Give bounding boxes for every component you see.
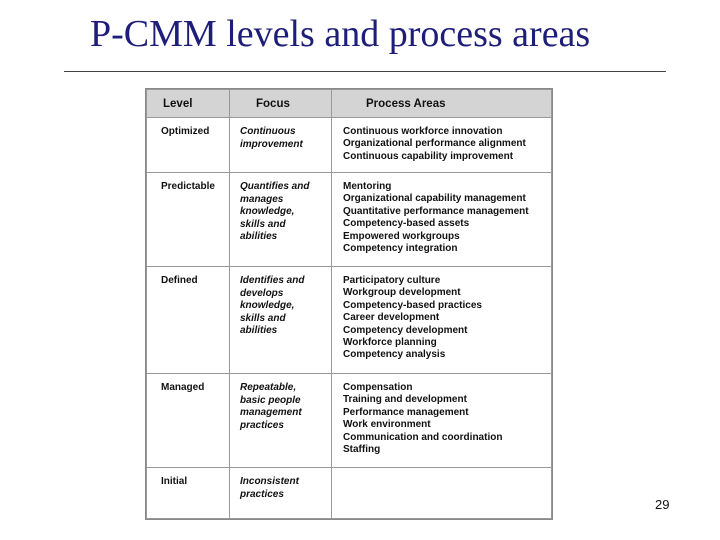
focus-line: abilities: [240, 231, 278, 242]
process-area-item: Performance management: [343, 406, 469, 418]
level-cell: Defined: [147, 267, 230, 374]
title-divider: [64, 71, 666, 72]
process-area-item: Compensation: [343, 382, 413, 393]
table-header-row: [147, 90, 552, 118]
focus-line: management: [240, 407, 302, 418]
slide-title: P-CMM levels and process areas: [90, 13, 591, 55]
table-row: [147, 468, 552, 519]
process-area-item: Workgroup development: [343, 287, 461, 299]
header-process-areas: Process Areas: [332, 90, 552, 118]
level-cell: Optimized: [147, 118, 230, 173]
focus-line: Inconsistent: [240, 476, 299, 487]
focus-line: skills and: [240, 218, 286, 230]
process-area-item: Workforce planning: [343, 337, 437, 349]
level-cell: Managed: [147, 374, 230, 468]
focus-line: Identifies and: [240, 275, 305, 286]
process-area-item: Mentoring: [343, 181, 392, 192]
process-area-item: Staffing: [343, 444, 381, 456]
process-areas-cell: [332, 118, 552, 173]
focus-line: abilities: [240, 325, 278, 336]
table-row: [147, 374, 552, 468]
table-row: [147, 173, 552, 267]
focus-cell: [230, 468, 332, 519]
process-area-item: Communication and coordination: [343, 431, 503, 443]
process-area-item: Work environment: [343, 419, 431, 431]
process-area-item: Participatory culture: [343, 275, 441, 286]
focus-line: Repeatable,: [240, 382, 297, 393]
header-level: Level: [147, 90, 230, 118]
focus-cell: [230, 267, 332, 374]
process-area-item: Competency analysis: [343, 349, 446, 361]
level-cell: Initial: [147, 468, 230, 519]
process-area-item: Empowered workgroups: [343, 230, 460, 242]
process-area-item: Competency-based practices: [343, 299, 482, 311]
process-areas-cell: [332, 468, 552, 519]
focus-line: Continuous: [240, 126, 296, 137]
focus-line: practices: [240, 488, 284, 500]
focus-line: develops: [240, 287, 284, 299]
header-focus: Focus: [230, 90, 332, 118]
process-area-item: Organizational performance alignment: [343, 138, 526, 150]
table-row: [147, 267, 552, 374]
level-cell: Predictable: [147, 173, 230, 267]
focus-line: improvement: [240, 138, 303, 150]
process-areas-cell: [332, 374, 552, 468]
process-areas-cell: [332, 173, 552, 267]
focus-line: knowledge,: [240, 300, 295, 311]
focus-cell: [230, 173, 332, 267]
process-area-item: Organizational capability management: [343, 193, 526, 205]
process-area-item: Competency integration: [343, 243, 458, 255]
pcmm-table: [146, 89, 552, 519]
process-area-item: Competency-based assets: [343, 218, 470, 230]
process-area-item: Quantitative performance management: [343, 205, 529, 217]
focus-line: practices: [240, 419, 284, 431]
process-area-item: Continuous capability improvement: [343, 150, 514, 162]
focus-cell: [230, 374, 332, 468]
process-area-item: Competency development: [343, 324, 468, 336]
focus-line: skills and: [240, 312, 286, 324]
focus-line: manages: [240, 193, 284, 205]
process-area-item: Continuous workforce innovation: [343, 126, 503, 137]
process-area-item: Training and development: [343, 394, 467, 406]
pcmm-table-container: [145, 88, 553, 520]
process-areas-cell: [332, 267, 552, 374]
table-body: [147, 118, 552, 519]
focus-line: basic people: [240, 394, 301, 406]
page-number: 29: [655, 497, 670, 512]
focus-line: knowledge,: [240, 206, 295, 217]
process-area-item: Career development: [343, 312, 440, 324]
table-row: [147, 118, 552, 173]
focus-cell: [230, 118, 332, 173]
focus-line: Quantifies and: [240, 181, 310, 192]
